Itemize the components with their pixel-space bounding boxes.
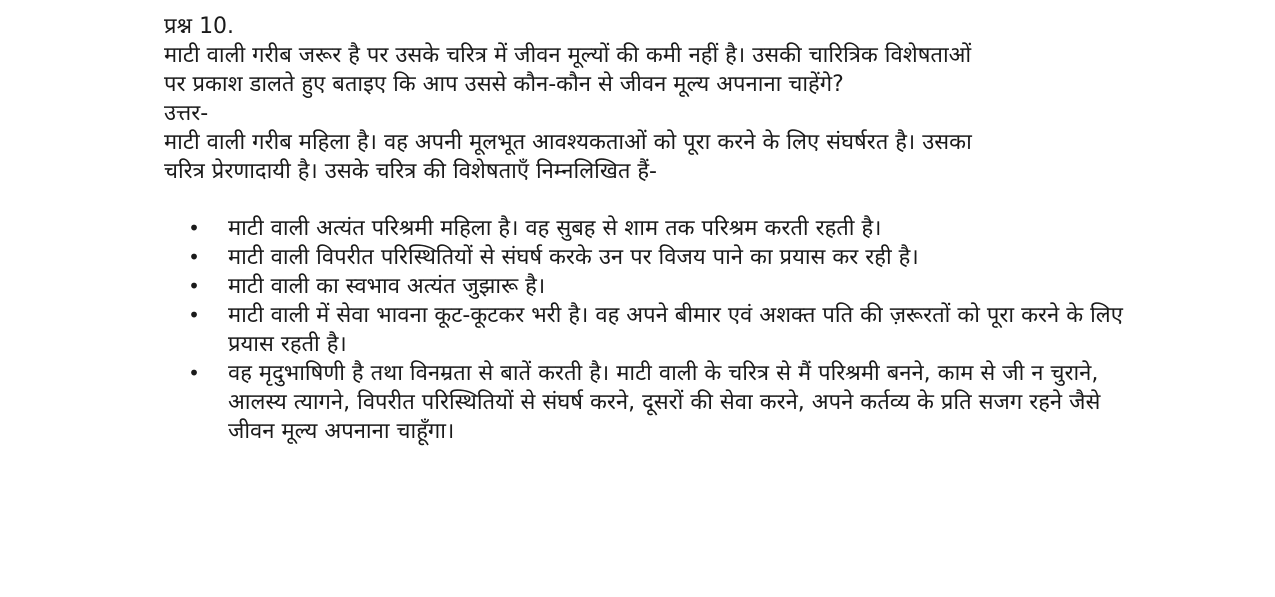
spacer: [164, 186, 1164, 214]
list-item: [184, 243, 1184, 272]
answer-intro-line: माटी वाली गरीब महिला है। वह अपनी मूलभूत आवश्यकताओं को पूरा करने के लिए संघर्षरत है। उसका: [164, 130, 972, 155]
list-item-text: माटी वाली में सेवा भावना कूट-कूटकर भरी है। वह अपने बीमार एवं अशक्त पति की ज़रूरतों को पूरा करने के लिए प्रयास रहती है।: [228, 303, 1123, 357]
list-item-text: माटी वाली विपरीत परिस्थितियों से संघर्ष करके उन पर विजय पाने का प्रयास कर रही है।: [228, 245, 919, 270]
bullet-icon: •: [188, 274, 200, 298]
list-item: [184, 214, 1184, 243]
answer-label: उत्तर-: [164, 101, 209, 126]
document-body: [164, 12, 1164, 446]
answer-intro: [164, 128, 1164, 186]
question-label: प्रश्न 10.: [164, 14, 235, 39]
list-item-text: माटी वाली का स्वभाव अत्यंत जुझारू है।: [228, 274, 546, 299]
question-line: माटी वाली गरीब जरूर है पर उसके चरित्र में जीवन मूल्यों की कमी नहीं है। उसकी चारित्रिक विशेषताओं: [164, 43, 972, 68]
list-item: [184, 301, 1184, 359]
answer-points-list: [184, 214, 1184, 446]
list-item: [184, 359, 1184, 446]
bullet-icon: •: [188, 303, 200, 327]
question-line: पर प्रकाश डालते हुए बताइए कि आप उससे कौन-कौन से जीवन मूल्य अपनाना चाहेंगे?: [164, 72, 844, 97]
list-item-text: वह मृदुभाषिणी है तथा विनम्रता से बातें करती है। माटी वाली के चरित्र से मैं परिश्रमी बनने, काम से जी न चुराने, आलस्य त्यागने, विपरीत परिस्थितियों से संघर्ष करने, दूसरों की सेवा करने, अपने कर्तव्य के प्रति सजग रहने जैसे जीवन मूल्य अपनाना चाहूँगा।: [228, 361, 1101, 444]
list-item-text: माटी वाली अत्यंत परिश्रमी महिला है। वह सुबह से शाम तक परिश्रम करती रहती है।: [228, 216, 882, 241]
list-item: [184, 272, 1184, 301]
question-text: [164, 41, 1164, 99]
answer-intro-line: चरित्र प्रेरणादायी है। उसके चरित्र की विशेषताएँ निम्नलिखित हैं-: [164, 159, 657, 184]
bullet-icon: •: [188, 361, 200, 385]
bullet-icon: •: [188, 245, 200, 269]
bullet-icon: •: [188, 216, 200, 240]
